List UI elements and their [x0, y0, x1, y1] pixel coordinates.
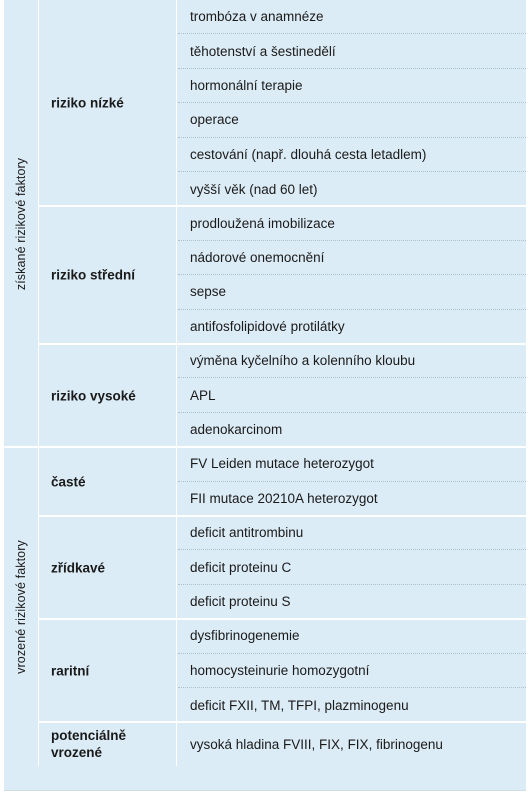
category-column — [4, 0, 39, 447]
factor-row: trombóza v anamnéze — [178, 0, 526, 34]
risk-group — [39, 722, 177, 766]
factor-row: dysfibrinogenemie — [178, 619, 526, 653]
category-label: vrozené rizikové faktory — [14, 539, 28, 674]
factor-row: výměna kyčelního a kolenního kloubu — [178, 344, 526, 378]
category-label: získané rizikové faktory — [14, 157, 28, 290]
factor-row: prodloužená imobilizace — [178, 206, 526, 240]
risk-group — [39, 0, 177, 206]
factor-row: nádorové onemocnění — [178, 241, 526, 275]
risk-group-label: potenciálně vrozené — [51, 728, 127, 761]
factor-row: vysoká hladina FVIII, FIX, FIX, fibrinogenu — [190, 736, 443, 752]
risk-group — [39, 447, 177, 516]
factor-row: FV Leiden mutace heterozygot — [178, 447, 526, 481]
factor-row: adenokarcinom — [190, 422, 283, 438]
factor-row: deficit FXII, TM, TFPI, plazminogenu — [190, 697, 409, 713]
risk-group — [39, 206, 177, 344]
risk-group-label: raritní — [51, 663, 90, 679]
factor-row: těhotenství a šestinedělí — [178, 34, 526, 68]
factor-row: deficit proteinu S — [190, 594, 291, 610]
factor-row: hormonální terapie — [178, 69, 526, 103]
factor-row: vyšší věk (nad 60 let) — [190, 181, 318, 197]
risk-group-label: časté — [51, 474, 86, 490]
factor-row: FII mutace 20210A heterozygot — [190, 491, 378, 507]
risk-group-label: riziko nízké — [51, 95, 124, 111]
risk-group — [39, 516, 177, 619]
risk-group-label: riziko střední — [51, 267, 136, 283]
risk-factor-table — [4, 0, 526, 791]
risk-group-label: zřídkavé — [51, 560, 106, 576]
risk-group-label: riziko vysoké — [51, 388, 136, 404]
factor-row: cestování (např. dlouhá cesta letadlem) — [178, 138, 526, 172]
factor-row: operace — [178, 103, 526, 137]
risk-group — [39, 619, 177, 722]
risk-group — [39, 344, 177, 447]
category-column — [4, 447, 39, 766]
factor-row: antifosfolipidové protilátky — [190, 319, 345, 335]
factor-row: deficit proteinu C — [178, 550, 526, 584]
factor-row: deficit antitrombinu — [178, 516, 526, 550]
factor-row: homocysteinurie homozygotní — [178, 654, 526, 688]
factor-row: sepse — [178, 275, 526, 309]
factor-row: APL — [178, 378, 526, 412]
